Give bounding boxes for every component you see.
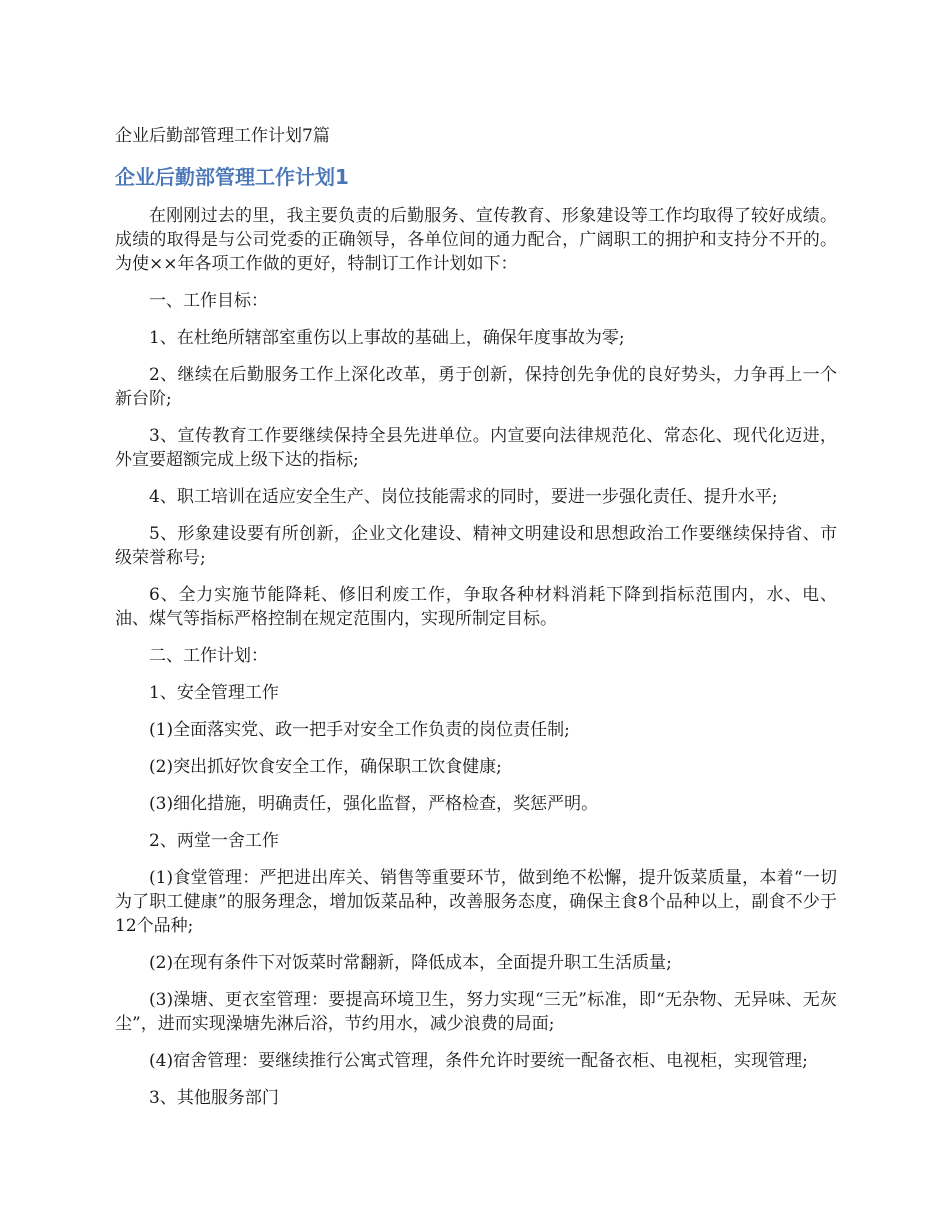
paragraph-facilities-1: (1)食堂管理：严把进出库关、销售等重要环节，做到绝不松懈，提升饭菜质量，本着“一切为了职工健康”的服务理念，增加饭菜品种，改善服务态度，确保主食8个品种以上，副食不少于12个品种;: [115, 868, 837, 936]
paragraph-facilities-heading: 2、两堂一舍工作: [149, 831, 279, 851]
paragraph-goal-5: 5、形象建设要有所创新，企业文化建设、精神文明建设和思想政治工作要继续保持省、市级荣誉称号;: [115, 524, 837, 568]
section-heading: 企业后勤部管理工作计划1: [115, 165, 349, 189]
paragraph-facilities-4: (4)宿舍管理：要继续推行公寓式管理，条件允许时要统一配备衣柜、电视柜，实现管理;: [149, 1051, 808, 1071]
paragraph-goal-2: 2、继续在后勤服务工作上深化改革，勇于创新，保持创先争优的良好势头，力争再上一个新台阶;: [115, 365, 837, 409]
paragraph-facilities-3: (3)澡塘、更衣室管理：要提高环境卫生，努力实现“三无”标准，即“无杂物、无异味、无灰尘”，进而实现澡塘先淋后浴，节约用水，减少浪费的局面;: [115, 990, 837, 1034]
paragraph-safety-heading: 1、安全管理工作: [149, 683, 279, 703]
document-title: 企业后勤部管理工作计划7篇: [115, 126, 330, 146]
paragraph-goal-3: 3、宣传教育工作要继续保持全县先进单位。内宣要向法律规范化、常态化、现代化迈进，外宣要超额完成上级下达的指标;: [115, 426, 837, 470]
paragraph-safety-2: (2)突出抓好饮食安全工作，确保职工饮食健康;: [149, 757, 502, 777]
paragraph-goal-4: 4、职工培训在适应安全生产、岗位技能需求的同时，要进一步强化责任、提升水平;: [149, 487, 778, 507]
paragraph-plan-heading: 二、工作计划：: [149, 646, 268, 666]
paragraph-goals-heading: 一、工作目标：: [149, 291, 268, 311]
paragraph-intro: 在刚刚过去的里，我主要负责的后勤服务、宣传教育、形象建设等工作均取得了较好成绩。成绩的取得是与公司党委的正确领导，各单位间的通力配合，广阔职工的拥护和支持分不开的。为使××年各项工作做的更好，特制订工作计划如下：: [115, 206, 837, 274]
paragraph-safety-1: (1)全面落实党、政一把手对安全工作负责的岗位责任制;: [149, 720, 570, 740]
document-body: [115, 204, 837, 1123]
paragraph-safety-3: (3)细化措施，明确责任，强化监督，严格检查，奖惩严明。: [149, 794, 599, 814]
paragraph-goal-1: 1、在杜绝所辖部室重伤以上事故的基础上，确保年度事故为零;: [149, 328, 625, 348]
paragraph-facilities-2: (2)在现有条件下对饭菜时常翻新，降低成本，全面提升职工生活质量;: [149, 953, 672, 973]
paragraph-goal-6: 6、全力实施节能降耗、修旧利废工作，争取各种材料消耗下降到指标范围内，水、电、油、煤气等指标严格控制在规定范围内，实现所制定目标。: [115, 585, 837, 629]
paragraph-other-heading: 3、其他服务部门: [149, 1088, 279, 1108]
